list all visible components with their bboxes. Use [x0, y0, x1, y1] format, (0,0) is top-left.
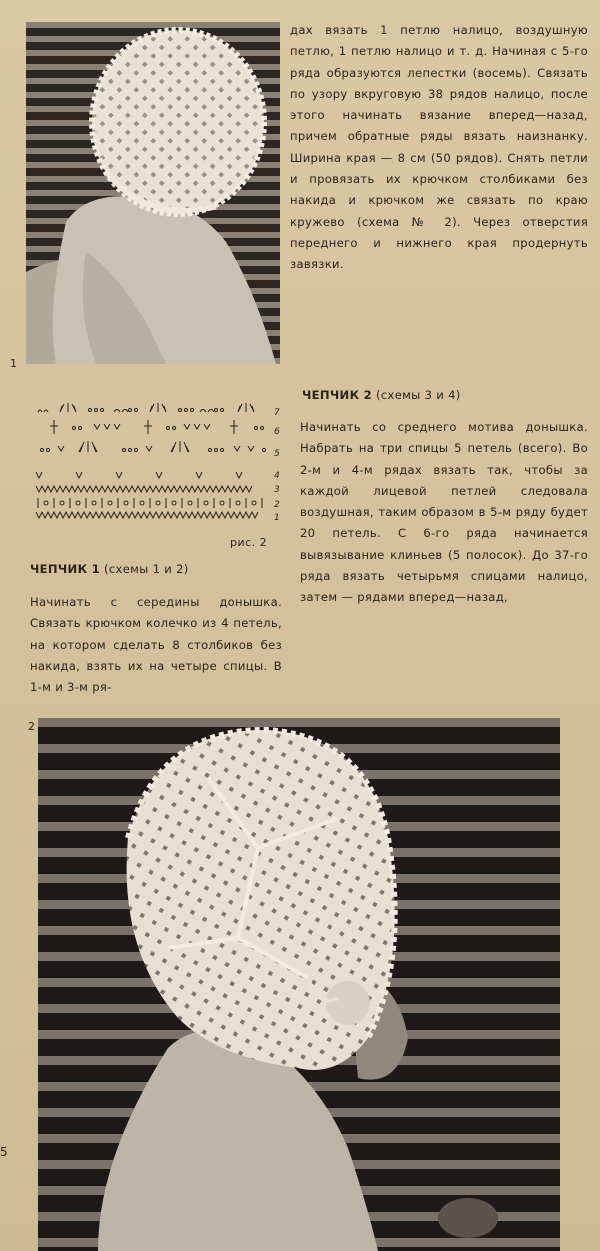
row-number-7: 7 [274, 408, 280, 418]
photo-baby-bonnet-1 [26, 22, 280, 364]
schema-row-5 [41, 441, 266, 452]
photo-number-1: 1 [10, 357, 17, 370]
row-number-3: 3 [274, 485, 280, 495]
row-number-6: 6 [274, 427, 280, 437]
schema-row-6 [50, 420, 264, 434]
row-number-5: 5 [274, 449, 280, 459]
photo-number-2: 2 [28, 720, 35, 733]
schema-drawing [34, 398, 284, 528]
cap1-title: ЧЕПЧИК 1 [30, 562, 101, 576]
schema-row-7 [38, 403, 254, 412]
schema-row-4 [36, 472, 242, 478]
row-number-1: 1 [274, 513, 280, 523]
instructions-continued [290, 20, 588, 276]
row-number-2: 2 [274, 500, 280, 510]
knitting-schema [34, 398, 284, 528]
page-mark: 5 [0, 1145, 8, 1159]
schema-row-2 [38, 498, 262, 508]
schema-row-1 [36, 512, 258, 518]
schema-row-numbers [274, 408, 280, 523]
cap2-instructions [300, 417, 588, 609]
cap2-heading [302, 388, 461, 402]
photo-baby-bonnet-2 [38, 718, 560, 1251]
schema-row-3 [36, 486, 252, 492]
cap2-title: ЧЕПЧИК 2 [302, 388, 373, 402]
cap1-heading [30, 562, 189, 576]
cap1-subtitle: (схемы 1 и 2) [104, 562, 189, 576]
cap1-instructions [30, 592, 282, 698]
schema-caption: рис. 2 [230, 536, 268, 549]
cap2-subtitle: (схемы 3 и 4) [376, 388, 461, 402]
cap2-paragraph: Начинать со среднего мотива донышка. Набрать на три спицы 5 петель (всего). Во 2-м и 4-м рядах вязать так, чтобы за каждой лицевой петлей следовала воздушная, таким образом в 5-м ряду будет 20 петель. С 6-го ряда начинается вывязывание клиньев (5 полосок). До 37-го ряда вязать четырьмя спицами налицо, затем — рядами вперед—назад, [300, 420, 588, 605]
instructions-paragraph: дах вязать 1 петлю налицо, воздушную петлю, 1 петлю налицо и т. д. Начиная с 5-го ряда образуются лепестки (восемь). Связать по узору вкруговую 38 рядов налицо, после этого начинать вязание вперед—назад, причем обратные ряды вязать наизнанку. Ширина края — 8 см (50 рядов). Снять петли и провязать их крючком столбиками без накида и крючком же связать по краю кружево (схема № 2). Через отверстия переднего и нижнего края продернуть завязки. [290, 23, 588, 272]
cap1-paragraph: Начинать с середины донышка. Связать крючком колечко из 4 петель, на котором сделать 8 столбиков без накида, взять их на четыре спицы. В 1-м и 3-м ря- [30, 595, 282, 695]
row-number-4: 4 [274, 471, 280, 481]
